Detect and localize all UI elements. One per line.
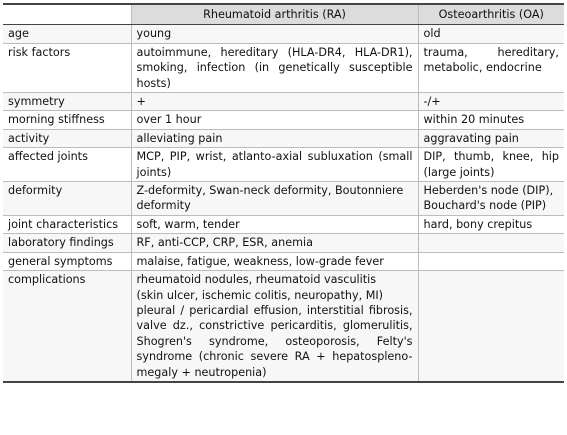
ra-cell: young xyxy=(131,25,418,43)
oa-cell xyxy=(418,252,564,270)
complication-line: rheumatoid nodules, rheumatoid vasculitis xyxy=(136,273,377,287)
header-ra: Rheumatoid arthritis (RA) xyxy=(131,4,418,25)
row-label: general symptoms xyxy=(3,252,131,270)
table-row xyxy=(3,234,564,252)
oa-cell xyxy=(418,271,564,382)
ra-cell: over 1 hour xyxy=(131,111,418,129)
row-label: symmetry xyxy=(3,93,131,111)
table-row xyxy=(3,25,564,43)
row-label: risk factors xyxy=(3,43,131,92)
row-label: morning stiffness xyxy=(3,111,131,129)
table-row xyxy=(3,93,564,111)
oa-cell: aggravating pain xyxy=(418,129,564,147)
row-label: joint characteristics xyxy=(3,215,131,233)
header-blank-cell xyxy=(3,4,131,25)
oa-cell: DIP, thumb, knee, hip (large joints) xyxy=(418,148,564,182)
oa-cell xyxy=(418,234,564,252)
ra-cell: autoimmune, hereditary (HLA-DR4, HLA-DR1), smoking, infection (in genetically susceptible hosts) xyxy=(131,43,418,92)
oa-cell: -/+ xyxy=(418,93,564,111)
table-header-row xyxy=(3,4,564,25)
header-oa: Osteoarthritis (OA) xyxy=(418,4,564,25)
row-label: age xyxy=(3,25,131,43)
table-row xyxy=(3,111,564,129)
oa-cell: within 20 minutes xyxy=(418,111,564,129)
ra-cell: malaise, fatigue, weakness, low-grade fever xyxy=(131,252,418,270)
oa-cell: trauma, hereditary, metabolic, endocrine xyxy=(418,43,564,92)
oa-cell: Heberden's node (DIP), Bouchard's node (PIP) xyxy=(418,182,564,216)
table-row xyxy=(3,129,564,147)
ra-cell: alleviating pain xyxy=(131,129,418,147)
row-label: deformity xyxy=(3,182,131,216)
ra-cell: Z-deformity, Swan-neck deformity, Boutonniere deformity xyxy=(131,182,418,216)
table-row xyxy=(3,252,564,270)
oa-cell: old xyxy=(418,25,564,43)
row-label: laboratory findings xyxy=(3,234,131,252)
ra-cell: soft, warm, tender xyxy=(131,215,418,233)
table-row xyxy=(3,43,564,92)
table-row xyxy=(3,215,564,233)
row-label: activity xyxy=(3,129,131,147)
comparison-table xyxy=(3,3,564,383)
complication-line: (skin ulcer, ischemic colitis, neuropathy, MI) xyxy=(136,288,384,302)
oa-cell: hard, bony crepitus xyxy=(418,215,564,233)
ra-cell xyxy=(131,271,418,382)
ra-cell: RF, anti-CCP, CRP, ESR, anemia xyxy=(131,234,418,252)
table-row xyxy=(3,271,564,382)
row-label: affected joints xyxy=(3,148,131,182)
table-row xyxy=(3,182,564,216)
ra-cell: + xyxy=(131,93,418,111)
ra-cell: MCP, PIP, wrist, atlanto-axial subluxation (small joints) xyxy=(131,148,418,182)
row-label: complications xyxy=(3,271,131,382)
complication-line: pleural / pericardial effusion, interstitial fibrosis, valve dz., constrictive pericarditis, glomerulitis, Shogren's syndrome, osteoporosis, Felty's syndrome (chronic severe RA + hepatospleno-megaly + neutropenia) xyxy=(136,303,413,379)
table-row xyxy=(3,148,564,182)
